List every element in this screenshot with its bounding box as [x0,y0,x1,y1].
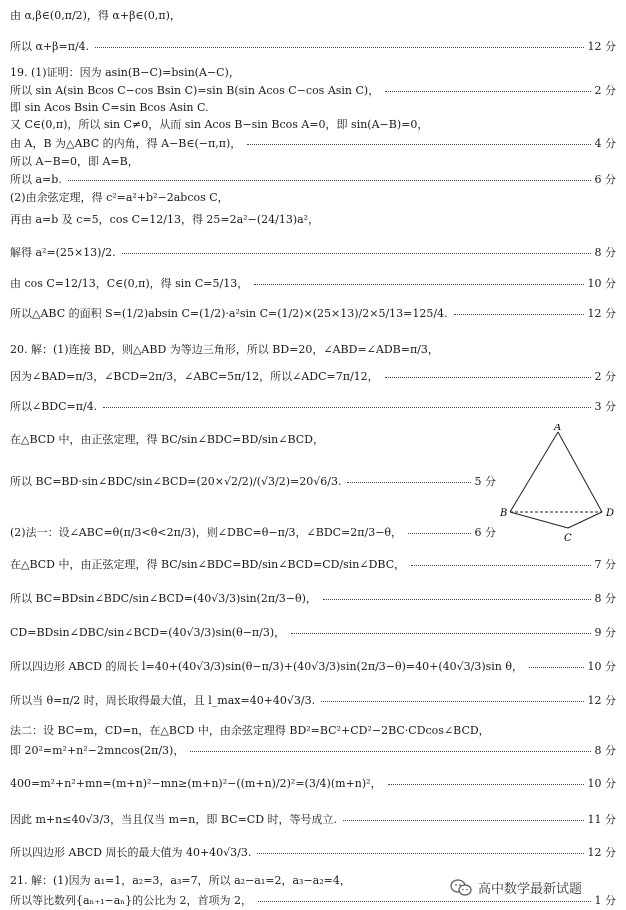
score-mark: 10 分 [587,777,616,790]
score-mark: 8 分 [594,744,616,757]
solution-line [10,370,616,384]
score-mark: 10 分 [587,277,616,290]
score-mark: 8 分 [594,246,616,259]
line-text: 所以 a=b. [10,173,62,186]
score-mark: 12 分 [587,307,616,320]
line-text: 在△BCD 中，由正弦定理，得 BC/sin∠BDC=BD/sin∠BCD， [10,433,324,446]
solution-line [10,777,616,791]
solution-line [10,846,616,860]
dot-leader [388,783,584,785]
solution-line [10,173,616,187]
solution-line [10,626,616,640]
line-text: 因此 m+n≤40√3/3，当且仅当 m=n，即 BC=CD 时，等号成立. [10,813,338,826]
dot-leader [258,900,590,902]
label-a: A [554,424,562,433]
score-mark: 7 分 [594,558,616,571]
line-text: 400=m²+n²+mn=(m+n)²−mn≥(m+n)²−((m+n)/2)²=(3/4)(m+n)²， [10,777,382,790]
line-text: 所以 A−B=0，即 A=B， [10,155,139,168]
dot-leader [68,179,591,181]
solution-line [10,526,496,540]
solution-line [10,277,616,291]
score-mark: 3 分 [594,400,616,413]
line-text: 所以等比数列{aₙ₊₁−aₙ}的公比为 2，首项为 2， [10,894,253,907]
solution-line [10,400,616,414]
dot-leader [347,481,470,483]
line-text: (2)由余弦定理，得 c²=a²+b²−2abcos C， [10,191,229,204]
dot-leader [122,252,591,254]
edge-bc [510,512,568,528]
line-text: 所以 α+β=π/4. [10,40,90,53]
dot-leader [321,700,583,702]
solution-line [10,40,616,54]
dot-leader [257,852,583,854]
line-text: 由 cos C=12/13，C∈(0,π)，得 sin C=5/13， [10,277,249,290]
dot-leader [529,666,583,668]
line-text: 20. 解：(1)连接 BD，则△ABD 为等边三角形，所以 BD=20，∠ABD=∠ADB=π/3， [10,343,439,356]
label-b: B [500,508,508,519]
line-text: (2)法一：设∠ABC=θ(π/3<θ<2π/3)，则∠DBC=θ−π/3，∠BDC=2π/3−θ， [10,526,403,539]
score-mark: 12 分 [587,694,616,707]
line-text: 法二：设 BC=m，CD=n，在△BCD 中，由余弦定理得 BD²=BC²+CD²−2BC·CDcos∠BCD， [10,724,490,737]
solution-line [10,118,616,132]
solution-line [10,813,616,827]
dot-leader [385,376,591,378]
score-mark: 6 分 [594,173,616,186]
solution-line [10,592,616,606]
dot-leader [291,632,590,634]
line-text: 由 α,β∈(0,π/2)，得 α+β∈(0,π)， [10,9,181,22]
dot-leader [454,313,584,315]
score-mark: 2 分 [594,370,616,383]
score-mark: 10 分 [587,660,616,673]
score-mark: 8 分 [594,592,616,605]
label-d: D [606,508,615,519]
edge-ad [558,432,602,512]
line-text: 解得 a²=(25×13)/2. [10,246,116,259]
line-text: 又 C∈(0,π)，所以 sin C≠0，从而 sin Acos B−sin Bcos A=0，即 sin(A−B)=0， [10,118,429,131]
line-text: 19. (1)证明：因为 asin(B−C)=bsin(A−C)， [10,66,240,79]
line-text: 所以四边形 ABCD 的周长 l=40+(40√3/3)sin(θ−π/3)+(40√3/3)sin(2π/3−θ)=40+(40√3/3)sin θ， [10,660,524,673]
solution-line [10,101,616,115]
line-text: 所以 sin A(sin Bcos C−cos Bsin C)=sin B(sin Acos C−cos Asin C)， [10,84,380,97]
solution-line [10,558,616,572]
score-mark: 6 分 [474,526,496,539]
dot-leader [247,143,590,145]
line-text: 所以当 θ=π/2 时，周长取得最大值，且 l_max=40+40√3/3. [10,694,316,707]
dot-leader [323,598,591,600]
line-text: 所以四边形 ABCD 周长的最大值为 40+40√3/3. [10,846,252,859]
line-text: 即 20²=m²+n²−2mncos(2π/3)， [10,744,185,757]
solution-line [10,475,496,489]
wechat-watermark [450,878,582,897]
line-text: 所以 BC=BDsin∠BDC/sin∠BCD=(40√3/3)sin(2π/3−θ)， [10,592,317,605]
solution-line [10,694,616,708]
solution-line [10,155,616,169]
line-text: 即 sin Acos Bsin C=sin Bcos Asin C. [10,101,209,114]
solution-line [10,84,616,98]
line-text: 所以△ABC 的面积 S=(1/2)absin C=(1/2)·a²sin C=(1/2)×(25×13)/2×5/13=125/4. [10,307,448,320]
dot-leader [411,564,590,566]
solution-line [10,246,616,260]
score-mark: 4 分 [594,137,616,150]
dot-leader [103,406,590,408]
score-mark: 2 分 [594,84,616,97]
score-mark: 1 分 [594,894,616,907]
dot-leader [343,819,583,821]
quadrilateral-figure [498,424,624,546]
score-mark: 12 分 [587,40,616,53]
line-text: 21. 解：(1)因为 a₁=1，a₂=3，a₃=7，所以 a₂−a₁=2，a₃−a₂=4， [10,874,351,887]
dot-leader [408,532,470,534]
score-mark: 5 分 [474,475,496,488]
score-mark: 12 分 [587,846,616,859]
solution-line [10,660,616,674]
solution-line [10,307,616,321]
label-c: C [564,533,572,544]
line-text: 在△BCD 中，由正弦定理，得 BC/sin∠BDC=BD/sin∠BCD=CD/sin∠DBC， [10,558,406,571]
line-text: 所以 BC=BD·sin∠BDC/sin∠BCD=(20×√2/2)/(√3/2)=20√6/3. [10,475,342,488]
line-text: 所以∠BDC=π/4. [10,400,98,413]
solution-line [10,9,616,23]
line-text: 由 A，B 为△ABC 的内角，得 A−B∈(−π,π)， [10,137,242,150]
solution-line [10,213,616,227]
watermark-text: 高中数学最新试题 [478,882,583,897]
score-mark: 9 分 [594,626,616,639]
quadrilateral-diagram [498,424,624,546]
line-text: 因为∠BAD=π/3，∠BCD=2π/3，∠ABC=5π/12，所以∠ADC=7π/12， [10,370,379,383]
wechat-icon [450,879,472,897]
dot-leader [385,90,590,92]
solution-line [10,433,496,447]
edge-cd [568,512,602,528]
solution-line [10,137,616,151]
solution-line [10,191,616,205]
solution-line [10,343,616,357]
dot-leader [190,750,590,752]
solution-line [10,66,616,80]
score-mark: 11 分 [587,813,616,826]
edge-ab [510,432,558,512]
line-text: 再由 a=b 及 c=5，cos C=12/13，得 25=2a²−(24/13)a²， [10,213,320,226]
solution-line [10,724,616,738]
dot-leader [95,46,583,48]
line-text: CD=BDsin∠DBC/sin∠BCD=(40√3/3)sin(θ−π/3)， [10,626,286,639]
dot-leader [254,283,583,285]
solution-line [10,744,616,758]
